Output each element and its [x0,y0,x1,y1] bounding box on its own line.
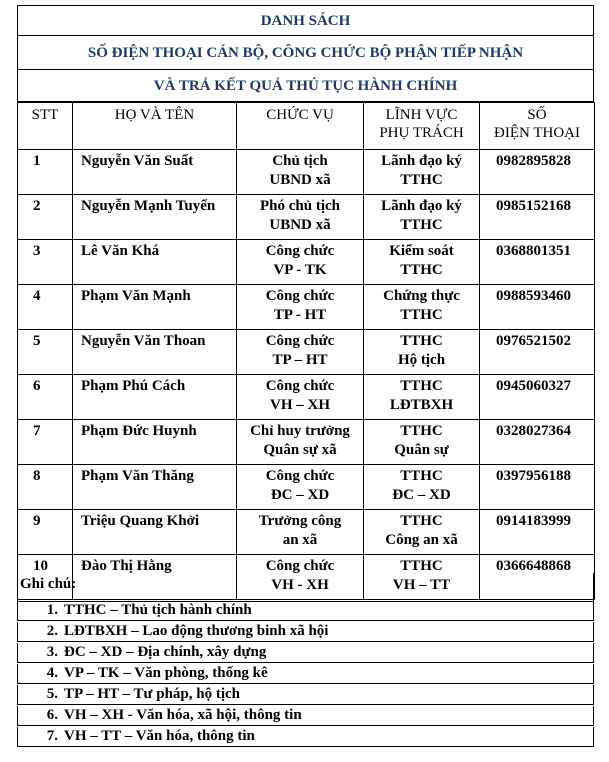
cell-field-line1: Chứng thực [383,288,460,304]
document-title: DANH SÁCH [17,5,594,36]
cell-name: Lê Văn Khá [73,240,237,285]
cell-position [237,375,364,420]
note-text: VP – TK – Văn phòng, thống kê [64,665,268,681]
cell-name: Phạm Đức Huynh [73,420,237,465]
cell-name: Phạm Văn Thăng [73,465,237,510]
document-subtitle-line-2: VÀ TRẢ KẾT QUẢ THỦ TỤC HÀNH CHÍNH [17,70,594,102]
cell-position [237,330,364,375]
col-header-position: CHỨC VỤ [237,103,364,150]
cell-name: Nguyễn Văn Thoan [73,330,237,375]
cell-position [237,240,364,285]
cell-position-line2: ĐC – XD [270,487,330,503]
cell-field-line2: TTHC [400,262,443,278]
col-header-field-line1: LĨNH VỰC [385,107,458,123]
cell-position [237,510,364,555]
cell-field-line1: TTHC [400,333,443,349]
cell-field-line1: TTHC [400,423,443,439]
cell-name: Đào Thị Hằng [73,555,237,600]
cell-position-line1: Công chức [265,558,335,574]
cell-position [237,465,364,510]
table-row [18,510,595,555]
cell-name: Phạm Văn Mạnh [73,285,237,330]
table-row [18,330,595,375]
cell-position-line1: Chỉ huy trưởng [250,423,350,439]
cell-phone: 0914183999 [480,510,595,555]
table-row [18,420,595,465]
table-row [18,465,595,510]
note-text: LĐTBXH – Lao động thương binh xã hội [64,623,329,639]
cell-phone: 0368801351 [480,240,595,285]
cell-phone: 0366648868 [480,555,595,600]
cell-position-line1: Chủ tịch [272,153,328,169]
cell-field-line1: Lãnh đạo ký [381,153,462,169]
col-header-name: HỌ VÀ TÊN [73,103,237,150]
note-text: VH – TT – Văn hóa, thông tin [64,728,255,744]
cell-position-line2: VP - TK [273,262,327,278]
table-header-row [18,103,595,150]
cell-field [364,240,480,285]
cell-position-line1: Công chức [265,243,335,259]
note-number: 2. [46,623,58,639]
staff-phone-table [17,102,595,600]
cell-position [237,195,364,240]
note-text: TTHC – Thủ tịch hành chính [64,602,252,618]
cell-stt: 9 [18,510,73,555]
cell-field-line1: TTHC [400,513,443,529]
cell-position-line1: Công chức [265,378,335,394]
cell-field-line2: LĐTBXH [389,397,454,413]
cell-field [364,420,480,465]
table-row [18,285,595,330]
cell-position-line1: Công chức [265,468,335,484]
cell-position-line1: Công chức [265,333,335,349]
cell-stt: 1 [18,150,73,195]
cell-field-line2: Quân sự [394,442,449,458]
cell-name: Triệu Quang Khởi [73,510,237,555]
note-text: ĐC – XD – Địa chính, xây dựng [64,644,267,660]
note-item [17,622,594,642]
cell-position-line1: Phó chủ tịch [259,198,340,214]
cell-position [237,285,364,330]
table-row [18,150,595,195]
cell-field [364,285,480,330]
cell-position-line2: TP - HT [273,307,327,323]
col-header-field [364,103,480,150]
note-item [17,601,594,621]
cell-stt: 10 [18,555,73,600]
note-item [17,664,594,684]
cell-position-line2: an xã [282,532,318,548]
cell-position-line2: Quân sự xã [263,442,337,458]
cell-phone: 0982895828 [480,150,595,195]
cell-stt: 5 [18,330,73,375]
cell-field-line2: VH – TT [392,577,451,593]
col-header-field-line2: PHỤ TRÁCH [379,125,464,141]
cell-phone: 0976521502 [480,330,595,375]
cell-name: Phạm Phú Cách [73,375,237,420]
note-number: 7. [46,728,58,744]
cell-stt: 2 [18,195,73,240]
cell-stt: 7 [18,420,73,465]
cell-position-line2: VH - XH [271,577,329,593]
cell-field [364,150,480,195]
cell-stt: 4 [18,285,73,330]
cell-field-line1: Kiểm soát [389,243,454,259]
cell-field-line1: TTHC [400,558,443,574]
cell-field [364,465,480,510]
cell-position [237,150,364,195]
cell-stt: 6 [18,375,73,420]
table-row [18,375,595,420]
col-header-phone-line1: SỐ [527,107,547,123]
cell-field [364,330,480,375]
cell-phone: 0985152168 [480,195,595,240]
cell-name: Nguyễn Mạnh Tuyển [73,195,237,240]
cell-field-line2: TTHC [400,217,443,233]
cell-position-line2: TP – HT [272,352,328,368]
cell-field [364,510,480,555]
cell-field [364,375,480,420]
cell-position-line2: UBND xã [269,217,331,233]
note-number: 5. [46,686,58,702]
cell-field-line2: TTHC [400,172,443,188]
cell-field-line1: TTHC [400,378,443,394]
note-item [17,643,594,663]
cell-position-line2: UBND xã [269,172,331,188]
note-number: 1. [46,602,58,618]
col-header-stt: STT [18,103,73,150]
note-item [17,727,594,747]
cell-position-line2: VH – XH [270,397,330,413]
table-row [18,240,595,285]
cell-field-line2: ĐC – XD [392,487,451,503]
cell-field-line1: Lãnh đạo ký [381,198,462,214]
note-number: 6. [46,707,58,723]
cell-stt: 3 [18,240,73,285]
document-subtitle-line-1: SỐ ĐIỆN THOẠI CÁN BỘ, CÔNG CHỨC BỘ PHẬN TIẾP NHẬN [17,36,594,70]
col-header-phone [480,103,595,150]
cell-position [237,420,364,465]
cell-stt: 8 [18,465,73,510]
cell-field-line1: TTHC [400,468,443,484]
cell-field [364,195,480,240]
note-text: VH – XH - Văn hóa, xã hội, thông tin [64,707,302,723]
note-number: 4. [46,665,58,681]
cell-phone: 0397956188 [480,465,595,510]
note-text: TP – HT – Tư pháp, hộ tịch [64,686,241,702]
note-number: 3. [46,644,58,660]
cell-field-line2: Công an xã [385,532,458,548]
cell-position-line1: Trưởng công [258,513,342,529]
table-row [18,195,595,240]
col-header-phone-line2: ĐIỆN THOẠI [494,125,580,141]
notes-heading: Ghi chú: [17,573,594,601]
cell-field-line2: TTHC [400,307,443,323]
cell-field-line2: Hộ tịch [397,352,446,368]
cell-name: Nguyễn Văn Suất [73,150,237,195]
note-item [17,706,594,726]
cell-phone: 0328027364 [480,420,595,465]
note-item [17,685,594,705]
cell-position-line1: Công chức [265,288,335,304]
cell-phone: 0945060327 [480,375,595,420]
cell-phone: 0988593460 [480,285,595,330]
